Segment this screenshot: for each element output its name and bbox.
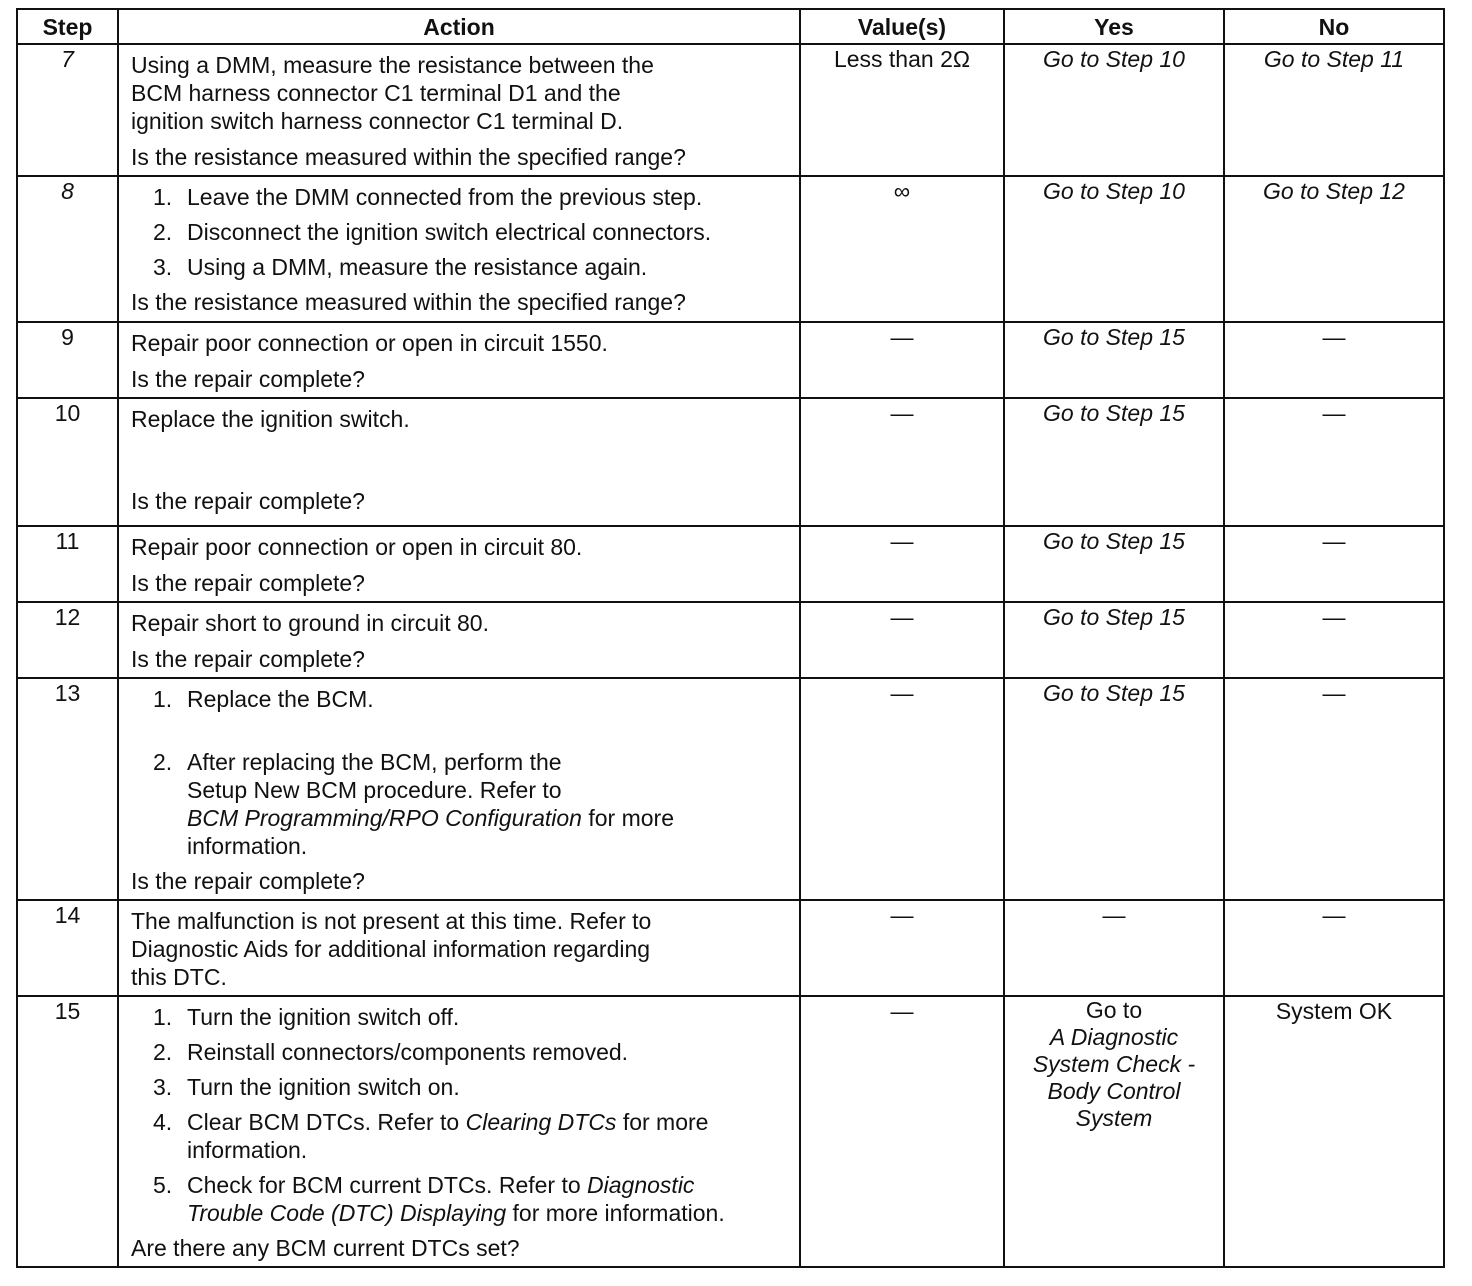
action-text: this DTC. — [131, 964, 227, 990]
table-row — [17, 678, 1444, 900]
yes-link[interactable]: Go to Step 10 — [1004, 44, 1224, 176]
header-step: Step — [17, 9, 118, 44]
no-cell: — — [1224, 322, 1444, 398]
step-number: 13 — [17, 678, 118, 900]
value-cell: — — [800, 526, 1004, 602]
list-item: 1. Replace the BCM. — [153, 686, 374, 712]
action-text: Using a DMM, measure the resistance between the — [131, 52, 654, 78]
table-row — [17, 398, 1444, 526]
action-cell — [118, 176, 800, 322]
list-item: 2. Reinstall connectors/components removed. — [153, 1039, 629, 1065]
action-text: Diagnostic Aids for additional information regarding — [131, 936, 651, 962]
action-cell — [118, 44, 800, 176]
diagnostic-table — [16, 8, 1445, 1268]
action-text: BCM harness connector C1 terminal D1 and the — [131, 80, 621, 106]
list-item: 2. After replacing the BCM, perform the Setup New BCM procedure. Refer to BCM Programming/RPO Configuration for more information. — [153, 749, 675, 859]
table-row — [17, 176, 1444, 322]
list-item: 2. Disconnect the ignition switch electrical connectors. — [153, 219, 712, 245]
reference-link[interactable]: Trouble Code (DTC) Displaying — [187, 1200, 507, 1226]
question-text: Is the repair complete? — [131, 868, 365, 894]
action-cell — [118, 602, 800, 678]
table-row — [17, 526, 1444, 602]
value-cell: — — [800, 996, 1004, 1267]
no-cell: System OK — [1224, 996, 1444, 1267]
list-item: 4. Clear BCM DTCs. Refer to Clearing DTCs for more information. — [153, 1109, 709, 1163]
list-item: 1. Turn the ignition switch off. — [153, 1004, 460, 1030]
action-text: Repair poor connection or open in circuit 80. — [131, 534, 583, 560]
step-number: 15 — [17, 996, 118, 1267]
question-text: Is the repair complete? — [131, 366, 365, 392]
step-number: 8 — [17, 176, 118, 322]
question-text: Is the repair complete? — [131, 488, 365, 514]
header-yes: Yes — [1004, 9, 1224, 44]
action-text: Replace the ignition switch. — [131, 406, 410, 432]
action-cell — [118, 900, 800, 996]
table-row — [17, 602, 1444, 678]
action-cell — [118, 996, 800, 1267]
yes-link[interactable]: Go to A Diagnostic System Check - Body Control System — [1004, 996, 1224, 1267]
table-row — [17, 900, 1444, 996]
table-row — [17, 44, 1444, 176]
step-number: 7 — [17, 44, 118, 176]
action-cell — [118, 322, 800, 398]
value-cell: — — [800, 678, 1004, 900]
value-cell: — — [800, 602, 1004, 678]
no-link[interactable]: Go to Step 12 — [1224, 176, 1444, 322]
value-cell: — — [800, 900, 1004, 996]
question-text: Is the repair complete? — [131, 646, 365, 672]
yes-link[interactable]: Go to Step 15 — [1004, 322, 1224, 398]
yes-link[interactable]: Go to Step 15 — [1004, 398, 1224, 526]
action-cell — [118, 398, 800, 526]
action-text: Repair short to ground in circuit 80. — [131, 610, 489, 636]
header-values: Value(s) — [800, 9, 1004, 44]
procedure-list — [131, 685, 787, 860]
reference-link[interactable]: Diagnostic — [587, 1172, 695, 1198]
action-text: Repair poor connection or open in circuit 1550. — [131, 330, 608, 356]
header-action: Action — [118, 9, 800, 44]
no-cell: — — [1224, 398, 1444, 526]
question-text: Is the repair complete? — [131, 570, 365, 596]
action-cell — [118, 526, 800, 602]
question-text: Is the resistance measured within the specified range? — [131, 144, 686, 170]
value-cell: — — [800, 398, 1004, 526]
no-cell: — — [1224, 900, 1444, 996]
table-row — [17, 322, 1444, 398]
question-text: Is the resistance measured within the specified range? — [131, 289, 686, 315]
step-number: 10 — [17, 398, 118, 526]
no-cell: — — [1224, 602, 1444, 678]
list-item: 3. Using a DMM, measure the resistance again. — [153, 254, 648, 280]
step-number: 14 — [17, 900, 118, 996]
reference-link[interactable]: Clearing DTCs — [465, 1109, 617, 1135]
list-item: 3. Turn the ignition switch on. — [153, 1074, 460, 1100]
step-number: 9 — [17, 322, 118, 398]
reference-link[interactable]: BCM Programming/RPO Configuration — [187, 805, 582, 831]
step-number: 12 — [17, 602, 118, 678]
question-text: Are there any BCM current DTCs set? — [131, 1235, 520, 1261]
value-cell: — — [800, 322, 1004, 398]
table-row — [17, 996, 1444, 1267]
no-cell: — — [1224, 526, 1444, 602]
procedure-list — [131, 1003, 787, 1227]
action-text: The malfunction is not present at this time. Refer to — [131, 908, 652, 934]
header-no: No — [1224, 9, 1444, 44]
header-row — [17, 9, 1444, 44]
value-cell: Less than 2Ω — [800, 44, 1004, 176]
action-text: ignition switch harness connector C1 terminal D. — [131, 108, 624, 134]
yes-link[interactable]: Go to Step 15 — [1004, 678, 1224, 900]
value-cell: ∞ — [800, 176, 1004, 322]
no-link[interactable]: Go to Step 11 — [1224, 44, 1444, 176]
list-item: 5. Check for BCM current DTCs. Refer to Diagnostic Trouble Code (DTC) Displaying for more information. — [153, 1172, 725, 1226]
action-cell — [118, 678, 800, 900]
step-number: 11 — [17, 526, 118, 602]
list-item: 1. Leave the DMM connected from the previous step. — [153, 184, 703, 210]
yes-link[interactable]: Go to Step 15 — [1004, 526, 1224, 602]
no-cell: — — [1224, 678, 1444, 900]
yes-cell: — — [1004, 900, 1224, 996]
yes-link[interactable]: Go to Step 10 — [1004, 176, 1224, 322]
procedure-list — [131, 183, 787, 281]
yes-link[interactable]: Go to Step 15 — [1004, 602, 1224, 678]
